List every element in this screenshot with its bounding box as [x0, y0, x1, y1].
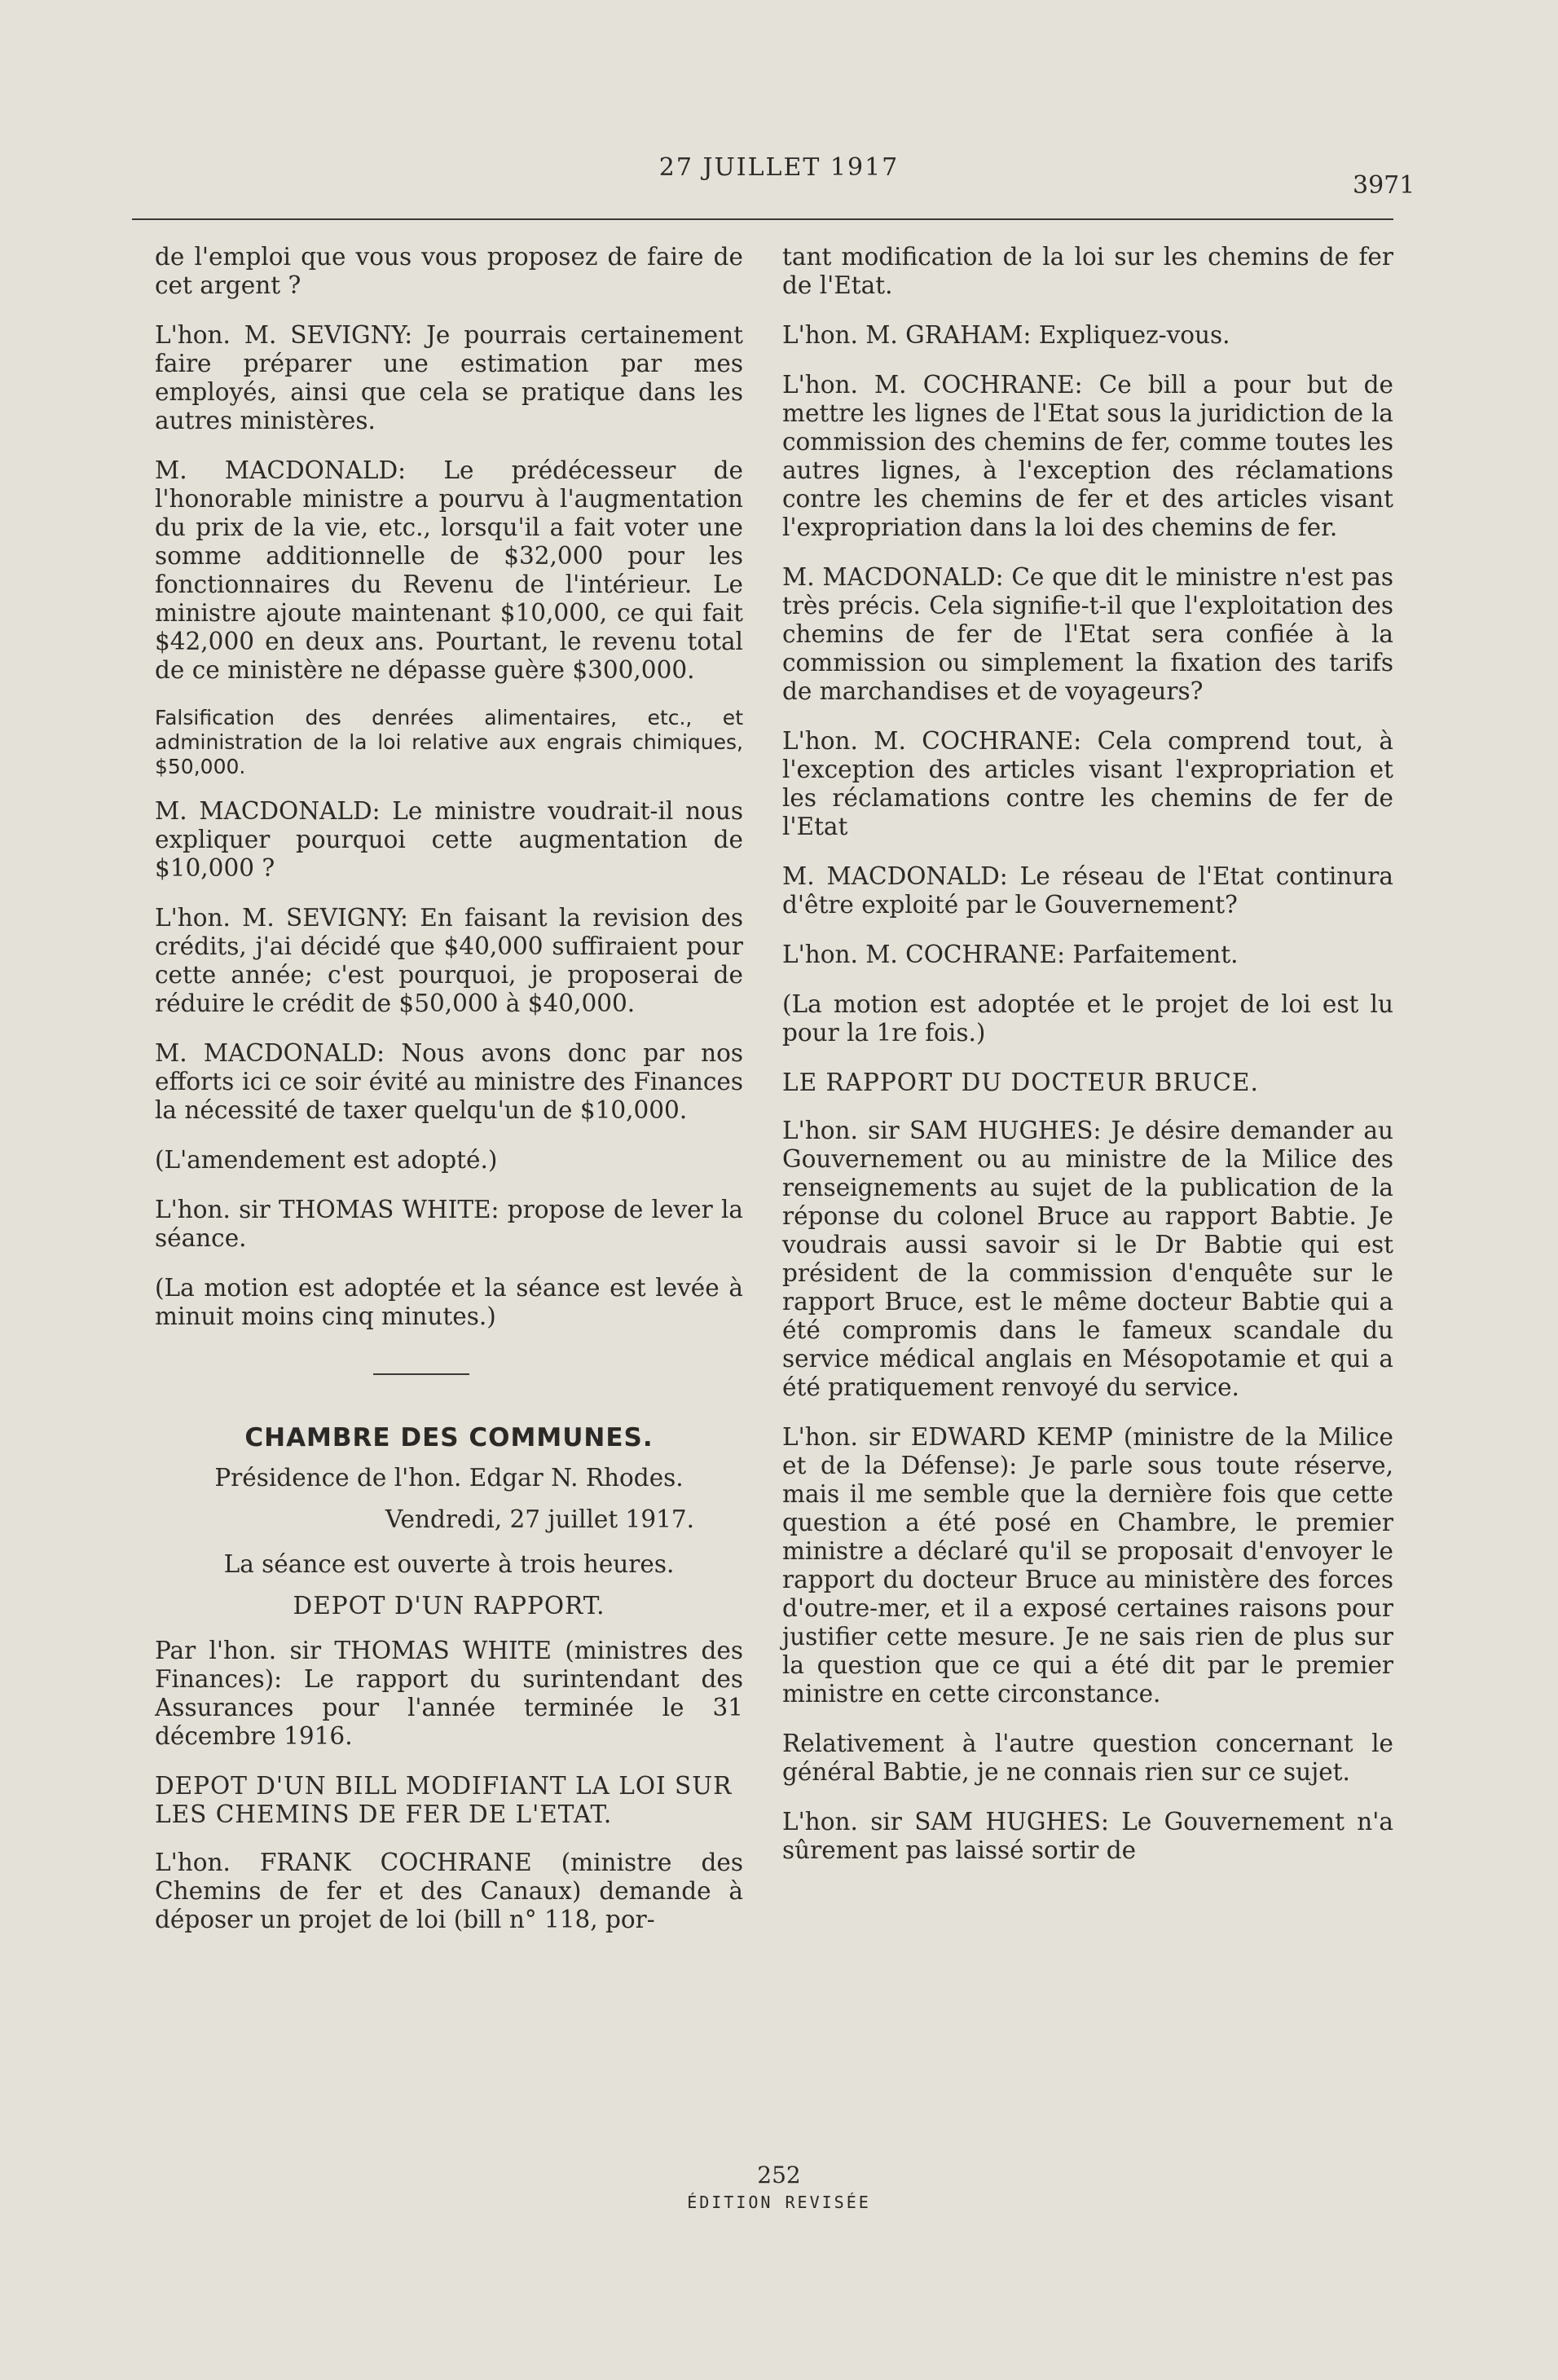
paragraph: L'hon. M. SEVIGNY: Je pourrais certainement faire préparer une estimation par mes employés, ainsi que cela se pratique dans les autres ministères.: [155, 321, 743, 434]
paragraph: (La motion est adoptée et la séance est levée à minuit moins cinq minutes.): [155, 1274, 743, 1330]
paragraph: L'hon. sir EDWARD KEMP (ministre de la Milice et de la Défense): Je parle sous toute réserve, mais il me semble que la dernière fois que cette question a été posé en Chambre, le premier ministre a déclaré qu'il se proposait d'envoyer le rapport du docteur Bruce au ministère des forces d'outre-mer, et il a exposé certaines raisons pour justifier cette mesure. Je ne sais rien de plus sur la question que ce qui a été dit par le premier ministre en cette circonstance.: [782, 1423, 1393, 1708]
paragraph: M. MACDONALD: Nous avons donc par nos efforts ici ce soir évité au ministre des Finances la nécessité de taxer quelqu'un de $10,000.: [155, 1039, 743, 1124]
footer-edition: ÉDITION REVISÉE: [687, 2193, 871, 2212]
paragraph: L'hon. sir SAM HUGHES: Le Gouvernement n'a sûrement pas laissé sortir de: [782, 1808, 1393, 1864]
paragraph: M. MACDONALD: Ce que dit le ministre n'est pas très précis. Cela signifie-t-il que l'exploitation des chemins de fer de l'Etat sera confiée à la commission ou simplement la fixation des tarifs de marchandises et de voyageurs?: [782, 563, 1393, 705]
section-heading: DEPOT D'UN RAPPORT.: [293, 1592, 605, 1620]
paragraph: (La motion est adoptée et le projet de loi est lu pour la 1re fois.): [782, 990, 1393, 1047]
paragraph: M. MACDONALD: Le ministre voudrait-il nous expliquer pourquoi cette augmentation de $10,000 ?: [155, 797, 743, 882]
paragraph: M. MACDONALD: Le réseau de l'Etat continura d'être exploité par le Gouvernement?: [782, 862, 1393, 919]
paragraph: L'hon. M. COCHRANE: Parfaitement.: [782, 941, 1239, 968]
paragraph: L'hon. M. GRAHAM: Expliquez-vous.: [782, 321, 1230, 349]
opening-line: La séance est ouverte à trois heures.: [223, 1550, 675, 1578]
paragraph: Par l'hon. sir THOMAS WHITE (ministres des Finances): Le rapport du surintendant des Assurances pour l'année terminée le 31 décembre 1916.: [155, 1637, 743, 1750]
right-column: [782, 243, 1393, 1886]
paragraph: L'hon. FRANK COCHRANE (ministre des Chemins de fer et des Canaux) demande à déposer un projet de loi (bill n° 118, por-: [155, 1849, 743, 1933]
section-heading: LE RAPPORT DU DOCTEUR BRUCE.: [782, 1069, 1259, 1096]
paragraph: de l'emploi que vous vous proposez de faire de cet argent ?: [155, 243, 743, 299]
paragraph: L'hon. sir THOMAS WHITE: propose de lever la séance.: [155, 1196, 743, 1252]
header-rule: [132, 218, 1393, 220]
paragraph: L'hon. M. COCHRANE: Cela comprend tout, à l'exception des articles visant l'expropriation et les réclamations contre les chemins de fer de l'Etat: [782, 727, 1393, 840]
left-column: [155, 243, 743, 1955]
chamber-title: CHAMBRE DES COMMUNES.: [244, 1423, 654, 1452]
page-number: 3971: [1353, 171, 1415, 200]
section-separator: [373, 1373, 469, 1375]
presidence-line: Présidence de l'hon. Edgar N. Rhodes.: [214, 1464, 684, 1492]
paragraph: L'hon. M. COCHRANE: Ce bill a pour but de mettre les lignes de l'Etat sous la juridiction de la commission des chemins de fer, comme toutes les autres lignes, à l'exception des réclamations contre les chemins de fer et des articles visant l'expropriation dans la loi des chemins de fer.: [782, 371, 1393, 541]
paragraph: tant modification de la loi sur les chemins de fer de l'Etat.: [782, 243, 1393, 299]
paragraph: L'hon. sir SAM HUGHES: Je désire demander au Gouvernement ou au ministre de la Milice des renseignements au sujet de la publication de la réponse du colonel Bruce au rapport Babtie. Je voudrais aussi savoir si le Dr Babtie qui est président de la commission d'enquête sur le rapport Bruce, est le même docteur Babtie qui a été compromis dans le fameux scandale du service médical anglais en Mésopotamie et qui a été pratiquement renvoyé du service.: [782, 1117, 1393, 1401]
paragraph: (L'amendement est adopté.): [155, 1146, 498, 1174]
paragraph: M. MACDONALD: Le prédécesseur de l'honorable ministre a pourvu à l'augmentation du prix de la vie, etc., lorsqu'il a fait voter une somme additionnelle de $32,000 pour les fonctionnaires du Revenu de l'intérieur. Le ministre ajoute maintenant $10,000, ce qui fait $42,000 en deux ans. Pourtant, le revenu total de ce ministère ne dépasse guère $300,000.: [155, 456, 743, 684]
paragraph: L'hon. M. SEVIGNY: En faisant la revision des crédits, j'ai décidé que $40,000 suffiraient pour cette année; c'est pourquoi, je proposerai de réduire le crédit de $50,000 à $40,000.: [155, 904, 743, 1017]
page-header-date: 27 JUILLET 1917: [658, 153, 900, 182]
section-heading: DEPOT D'UN BILL MODIFIANT LA LOI SUR LES CHEMINS DE FER DE L'ETAT.: [155, 1772, 733, 1828]
paragraph: Relativement à l'autre question concernant le général Babtie, je ne connais rien sur ce sujet.: [782, 1730, 1393, 1786]
footer-number: 252: [757, 2162, 801, 2188]
session-date: Vendredi, 27 juillet 1917.: [385, 1505, 694, 1533]
budget-item: Falsification des denrées alimentaires, etc., et administration de la loi relative aux engrais chimiques, $50,000.: [155, 706, 743, 778]
